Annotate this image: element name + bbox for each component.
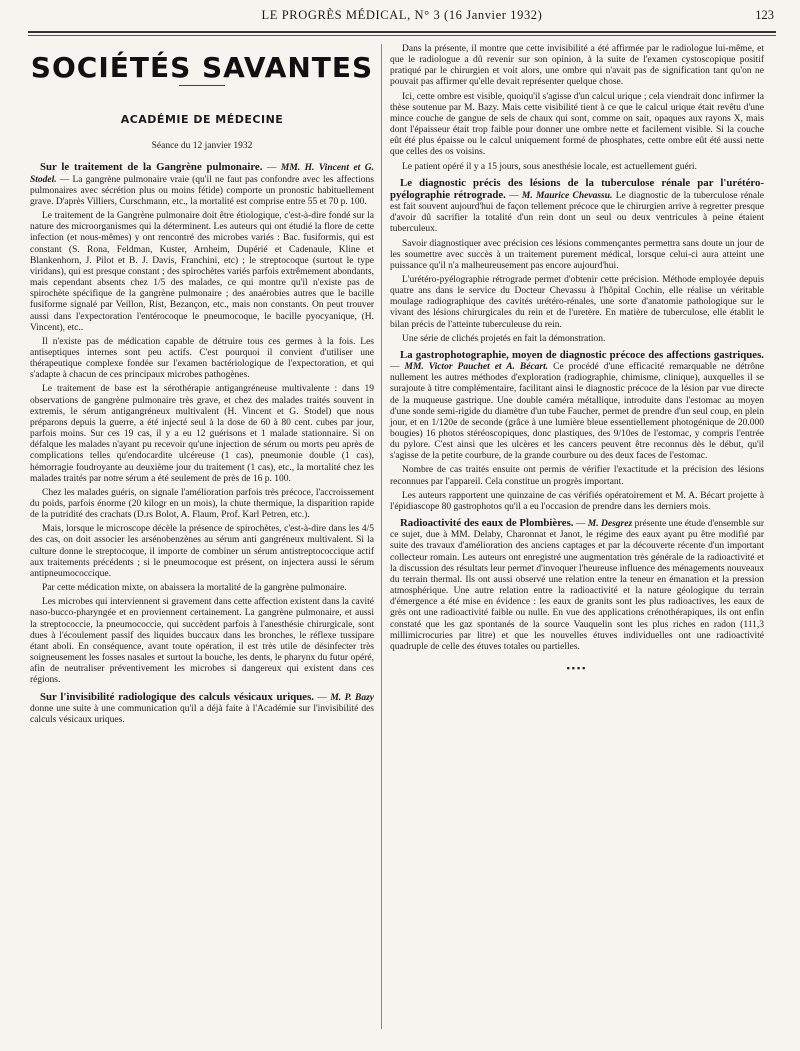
paragraph: Dans la présente, il montre que cette invisibilité a été affirmée par le radiologue lui-même, et que le radiologue a dû revenir sur son opinion, à la suite de l'examen cystoscopique positif pratiqué par le chirurgien et voit alors, une ombre qui n'avait pas de signification tant qu'on ne pouvait pas affirmer qu'elle devait représenter quelque chose. [390, 44, 764, 88]
right-column [390, 44, 764, 674]
article-gastrophotographie [390, 350, 764, 463]
paragraph: Nombre de cas traités ensuite ont permis de vérifier l'exactitude et la précision des lésions reconnues par l'appareil. Cela constitue un progrès important. [390, 465, 764, 487]
session-date: Séance du 12 janvier 1932 [151, 141, 253, 152]
article-gangrene [30, 162, 374, 208]
end-ornament: ▪▪▪▪ [566, 662, 588, 673]
paragraph: Les auteurs rapportent une quinzaine de cas vérifiés opératoirement et M. A. Bécart projette à l'épidiascope 80 gastrophotos qu'il a eu l'occasion de prendre dans les derniers mois. [390, 490, 764, 512]
running-title: LE PROGRÈS MÉDICAL, N° 3 (16 Janvier 1932) [261, 8, 543, 22]
section-title: SOCIÉTÉS SAVANTES [30, 51, 374, 84]
paragraph: Savoir diagnostiquer avec précision ces lésions commençantes permettra sans doute un jour de les soumettre avec succès à un traitement purement médical, lorsque celui-ci aura atteint une puissance qu'il n'a malheureusement pas encore aujourd'hui. [390, 238, 764, 271]
title-dash: — [573, 519, 588, 530]
paragraph: Le traitement de base est la sérothérapie antigangréneuse multivalente : dans 19 observations de gangrène pulmonaire très grave, et chez des malades traités souvent in extremis, le sérum antigangréneux multivalent (H. Vincent et G. Stodel) que nous préparons depuis la guerre, a été injecté seul à la dose de 60 à 80 cent. cubes par jour, parfois moins. Sur ces 19 cas, il y a eu 12 guérisons et 1 malade stationnaire. Si on défalque les malades n'ayant pu recevoir qu'une injection de sérum ou morts peu après de complications telles qu'endocardite ulcéreuse (1 cas), pneumonie double (1 cas), hémorragie foudroyante au deuxième jour du traitement (1 cas), etc., la mortalité chez les malades traités par notre sérum a été seulement de près de 16 p. 100. [30, 384, 374, 484]
article-title: La gastrophotographie, moyen de diagnostic précoce des affections gastriques. [400, 348, 764, 361]
title-dash: — [262, 163, 281, 174]
article-tuberculose [390, 178, 764, 236]
article-title: Le diagnostic précis des lésions de la tuberculose rénale par l'urétéro-pyélographie rétrograde. [390, 176, 764, 201]
article-lead: Le diagnostic de la tuberculose rénale est fait souvent aujourd'hui de façon tellement précoce que le chirurgien arrive à regretter presque d'avoir dû sacrifier la totalité d'un rein dont un seul ou deux ventricules à peine étaient tuberculeux. [390, 190, 764, 235]
paragraph: Par cette médication mixte, on abaissera la mortalité de la gangrène pulmonaire. [42, 583, 347, 594]
article-calculs [30, 692, 374, 726]
article-lead: — La gangrène pulmonaire vraie (qu'il ne faut pas confondre avec les affections pulmonaires avec sécrétion plus ou moins fétide) comporte un pronostic habituellement grave. D'après Villiers, Curschmann, etc., la mortalité est comprise entre 55 et 70 p. 100. [30, 174, 374, 207]
paragraph: Mais, lorsque le microscope décèle la présence de spirochètes, c'est-à-dire dans les 4/5 des cas, on doit associer les arsénobenzènes au sérum anti gangréneux multivalent. Si la culture donne le streptocoque, il importe de combiner un sérum antistreptococcique actif aux traitements précédents ; si le pneumocoque est présent, on injectera aussi le sérum antipneumococcique. [30, 524, 374, 579]
article-authors: MM. H. Vincent et G. Stodel. [30, 163, 375, 185]
article-authors: M. Maurice Chevassu. [521, 190, 613, 201]
article-lead: Ce procédé d'une efficacité remarquable ne détrône nullement les autres méthodes d'exploration (radiographie, chimisme, clinique), auxquelles il se surajoute à titre complémentaire, facilitant ainsi le diagnostic précoce de la lésion par vue directe de la muqueuse gastrique. Une double caméra métallique, introduite dans l'estomac au moyen d'une sonde semi-rigide du diamètre d'un tube Faucher, permet de prendre d'un seul coup, en plein jour, et en 1/120e de seconde (grâce à une lumière bleue essentiellement photogénique de 20.000 bougies) 16 photos stéréoscopiques, donc plastiques, des 9/10es de l'estomac, y compris l'entrée du pylore. C'est ainsi que les ulcères et les cancers peuvent être reconnus dès le début, qu'il s'agisse de la petite courbure, de la grande courbure ou des deux faces de l'estomac. [390, 362, 764, 462]
title-dash: — [390, 362, 405, 373]
page-number: 123 [755, 8, 774, 22]
academy-title: ACADÉMIE DE MÉDECINE [120, 113, 284, 127]
article-lead: présente une étude d'ensemble sur ce sujet, due à MM. Delaby, Charonnat et Janot, le régime des eaux ayant pu être modifié par suite des travaux d'amélioration des anciens captages et par la découverte récente d'un important collecteur romain. Les auteurs ont enregistré une augmentation très générale de la radioactivité et la discussion des résultats leur permet d'invoquer l'heureuse influence des ménagements nouveaux du terrain thermal. Ils ont aussi observé une relation entre la teneur en émanation et la pression atmosphérique. Une autre relation entre la radioactivité et la nature géologique du terrain d'émergence a été mise en évidence : les eaux de granits sont les plus radioactives, les eaux de grès ont une radioactivité faible ou nulle. En vue des applications crénothérapiques, ils ont enfin constaté que les gaz spontanés de la source Vauquelin sont les plus riches en radon (111,3 millimicrocuries par litre) et que les nouvelles étuves individuelles ont une radioactivité quadruple de celle des étuves totales ou partielles. [390, 519, 765, 652]
article-authors: MM. Victor Pauchet et A. Bécart. [404, 362, 549, 373]
header-rule [28, 31, 776, 33]
title-dash: — [314, 692, 331, 703]
title-rule [179, 85, 225, 86]
paragraph: L'urétéro-pyélographie rétrograde permet d'obtenir cette précision. Méthode employée depuis quatre ans dans le service du Docteur Chevassu à l'hôpital Cochin, elle réalise un véritable moulage radiographique des cavités urétéro-rénales, une sorte d'anatomie pathologique sur le vivant des lésions chirurgicales du rein et de l'uretère. En matière de tuberculose, elle établit le bilan précis de l'atteinte tuberculeuse du rein. [390, 274, 764, 330]
column-divider [381, 44, 382, 1029]
article-authors: M. P. Bazy [330, 692, 374, 703]
running-header [28, 6, 776, 28]
title-dash: — [505, 190, 522, 201]
article-title: Sur l'invisibilité radiologique des calculs vésicaux uriques. [40, 690, 314, 703]
article-title: Radioactivité des eaux de Plombières. [400, 517, 574, 530]
paragraph: Il n'existe pas de médication capable de détruire tous ces germes à la fois. Les antiseptiques internes sont peu actifs. C'est pourquoi il convient d'utiliser une thérapeutique complexe fondée sur l'examen bactériologique de l'expectoration, et qui s'adapte à chacun de ces principaux microbes pathogènes. [30, 336, 374, 381]
paragraph: Le traitement de la Gangrène pulmonaire doit être étiologique, c'est-à-dire fondé sur la nature des microorganismes qui la déterminent. Les auteurs qui ont étudié la flore de cette infection (et nous-mêmes) y ont rencontré des microbes variés : Bac. fusiformis, qui est constant (S. Rona, Feldman, Kuster, Arnheim, Dupérié et Cadenaule, Kline et Blankenhorn, J. Pilot et B. J. Davis, Franchini, etc) ; le streptocoque (surtout le type viridans), qui est presque constant ; des spirochètes variés parfois extrêmement abondants, mais cependant absents chez 1/5 des malades, ce qui montre qu'il n'existe pas de spirochète spécifique de la gangrène pulmonaire ; des anaérobies autres que le bacille fusiforme signalé par Veillon, Rist, Bezançon, etc., mais non constants. On peut trouver aussi dans l'expectoration l'entérocoque le pneumocoque, le bacille pyocyanique, (H. Vincent), etc.. [30, 211, 374, 333]
article-plombieres [390, 518, 764, 653]
article-authors: M. Desgrez [587, 519, 633, 530]
paragraph: Ici, cette ombre est visible, quoiqu'il s'agisse d'un calcul urique ; cela viendrait donc infirmer la thèse soutenue par M. Bazy. Mais cette visibilité tient à ce que le calcul urique était revêtu d'une mince couche de gangue de sels de chaux qui sont, comme on sait, opaques aux rayons X, mais dont l'épaisseur était trop faible pour donner une ombre nette et facilement visible. Si la couche eût été plus épaisse ou le calcul uniquement formé de phosphates, cette ombre eût été aussi nette que celles des os voisins. [390, 91, 764, 158]
paragraph: Une série de clichés projetés en fait la démonstration. [402, 333, 606, 344]
header-rule-thin [28, 35, 776, 36]
article-lead: donne une suite à une communication qu'il a déjà faite à l'Académie sur l'invisibilité des calculs vésicaux uriques. [30, 703, 374, 725]
paragraph: Le patient opéré il y a 15 jours, sous anesthésie locale, est actuellement guéri. [402, 161, 697, 172]
left-column [30, 44, 374, 729]
paragraph: Les microbes qui interviennent si gravement dans cette affection existent dans la cavité naso-bucco-pharyngée et en proviennent certainement. La gangrène pulmonaire, et aussi la streptococcie, la pneumococcie, qui succèdent parfois à l'anesthésie chirurgicale, sont dues à l'écoulement passif des liquides buccaux dans les bronches, le réflexe tussipare étant aboli. En conséquence, avant toute opération, il est très utile de désinfecter très soigneusement les fosses nasales et surtout la bouche, les dents, le pharynx du futur opéré, afin de neutraliser préventivement les microbes si dangereux qui existent dans ces régions. [30, 597, 374, 686]
paragraph: Chez les malades guéris, on signale l'amélioration parfois très précoce, l'accroissement du poids, parfois énorme (20 kilogr en un mois), la chute thermique, la disparition rapide de la putridité des crachats (D.rs Bolot, A. Flaum, Prof. Karl Petren, etc.). [30, 487, 374, 521]
article-title: Sur le traitement de la Gangrène pulmonaire. [40, 161, 263, 174]
